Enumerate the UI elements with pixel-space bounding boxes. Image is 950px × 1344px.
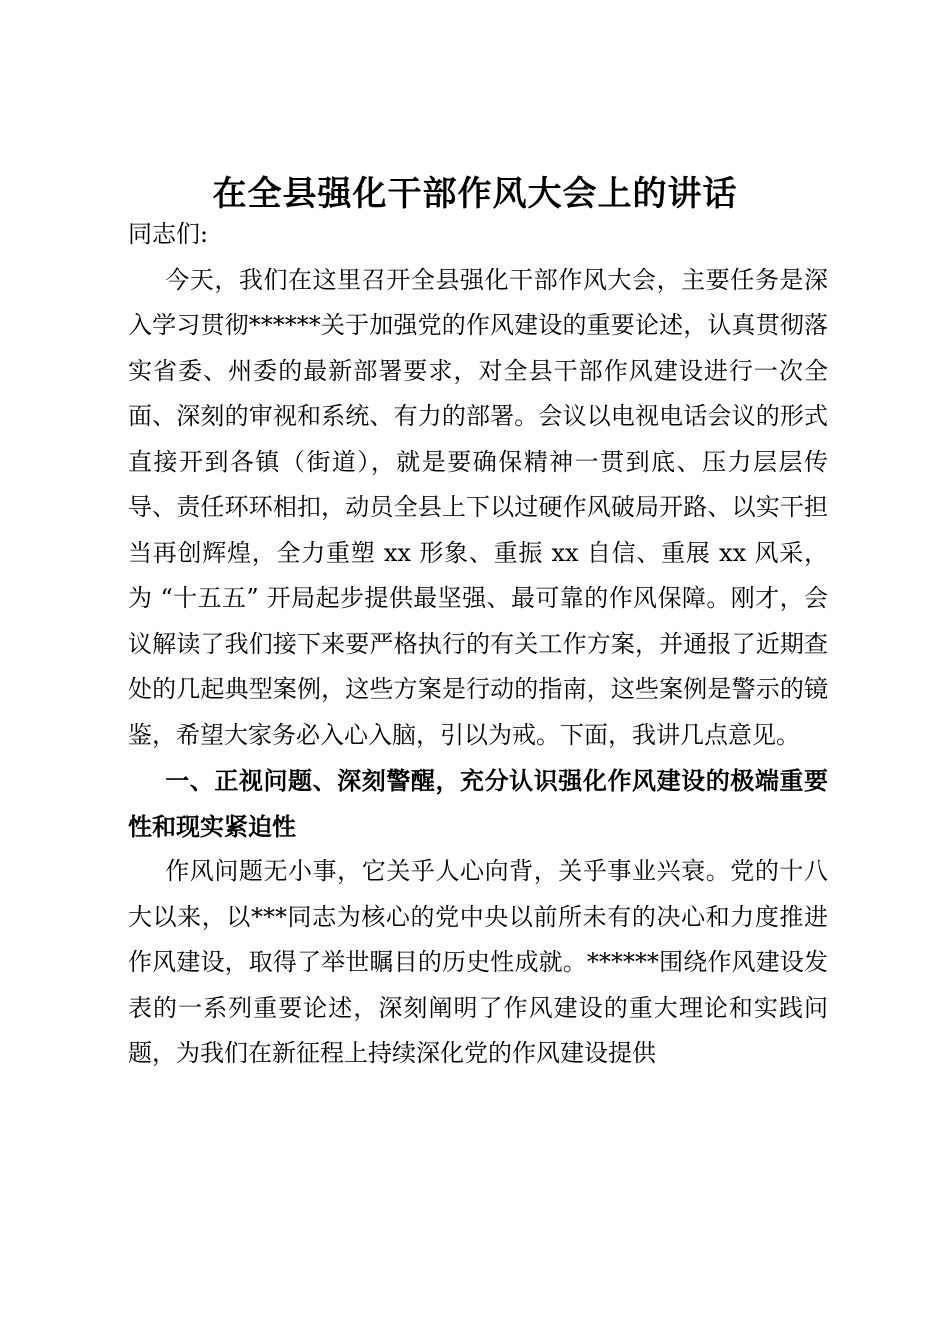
salutation: 同志们: — [128, 220, 209, 248]
paragraph-intro: 今天，我们在这里召开全县强化干部作风大会，主要任务是深入学习贯彻******关于加强党的作风建设的重要论述，认真贯彻落实省委、州委的最新部署要求，对全县干部作风建设进行一次全面、深刻的审视和系统、有力的部署。会议以电视电话会议的形式直接开到各镇（街道），就是要确保精神一贯到底、压力层层传导、责任环环相扣，动员全县上下以过硬作风破局开路、以实干担当再创辉煌，全力重塑 xx 形象、重振 xx 自信、重展 xx 风采，为 “十五五” 开局起步提供最坚强、最可靠的作风保障。刚才，会议解读了我们接下来要严格执行的有关工作方案，并通报了近期查处的几起典型案例，这些方案是行动的指南，这些案例是警示的镜鉴，希望大家务必入心入脑，引以为戒。下面，我讲几点意见。 — [128, 265, 828, 749]
document-body — [128, 212, 828, 1077]
section-heading-1: 一、正视问题、深刻警醒，充分认识强化作风建设的极端重要性和现实紧迫性 — [128, 766, 828, 841]
paragraph-section-1: 作风问题无小事，它关乎人心向背，关乎事业兴衰。党的十八大以来，以***同志为核心的党中央以前所未有的决心和力度推进作风建设，取得了举世瞩目的历史性成就。******围绕作风建设发表的一系列重要论述，深刻阐明了作风建设的重大理论和实践问题，为我们在新征程上持续深化党的作风建设提供 — [128, 857, 828, 1067]
document-title: 在全县强化干部作风大会上的讲话 — [212, 174, 738, 214]
